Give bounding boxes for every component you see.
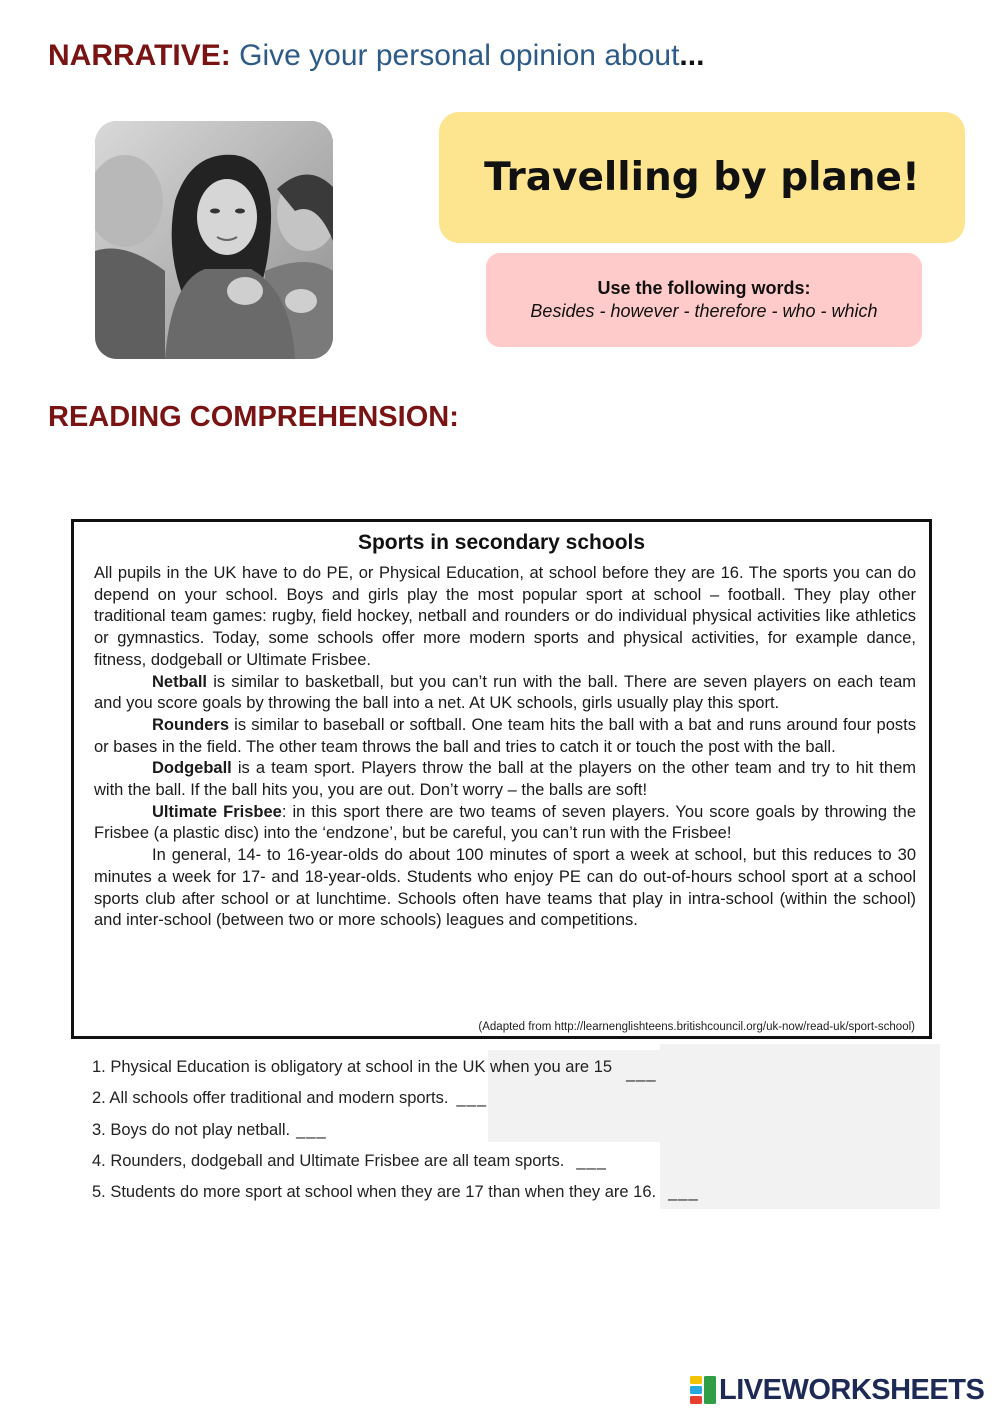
article-paragraph: In general, 14- to 16-year-olds do about 100 minutes of sport a week at school, but this reduces to 30 minutes a week for 17- and 18-year-olds. Students who enjoy PE can do out-of-hours school sport at a school sports club after school or at lunchtime. Schools often have teams that play in intra-school (within the school) and inter-school (between two or more schools) leagues and competitions. bbox=[94, 846, 916, 930]
article-box bbox=[71, 519, 932, 1039]
people-talking-image bbox=[95, 121, 333, 359]
narrative-ellipsis: ... bbox=[679, 39, 705, 72]
question-2 bbox=[92, 1087, 487, 1109]
words-label: Use the following words: bbox=[597, 278, 811, 298]
topic-title: Travelling by plane! bbox=[484, 155, 920, 200]
narrative-prompt: Give your personal opinion about bbox=[230, 39, 680, 72]
answer-blank[interactable]: ___ bbox=[626, 1064, 657, 1082]
answer-blank[interactable]: ___ bbox=[668, 1183, 699, 1201]
reading-comprehension-heading: READING COMPREHENSION: bbox=[48, 401, 459, 433]
discussion-photo bbox=[95, 121, 333, 359]
article-paragraph-frisbee bbox=[94, 802, 916, 845]
article-source: (Adapted from http://learnenglishteens.britishcouncil.org/uk-now/read-uk/sport-school) bbox=[478, 1021, 915, 1033]
answer-area bbox=[660, 1044, 940, 1209]
words-card bbox=[486, 253, 922, 347]
article-text: is a team sport. Players throw the ball at the players on the other team and try to hit them with the ball. If the ball hits you, you are out. Don’t worry – the balls are soft! bbox=[94, 759, 916, 800]
article-text: is similar to basketball, but you can’t run with the ball. There are seven players on each team and you score goals by throwing the ball into a net. At UK schools, girls usually play this sport. bbox=[94, 672, 916, 713]
question-text: 1. Physical Education is obligatory at school in the UK when you are 15 bbox=[92, 1058, 613, 1076]
article-paragraph-dodgeball bbox=[94, 758, 916, 801]
article-text: : in this sport there are two teams of seven players. You score goals by throwing the Frisbee (a plastic disc) into the ‘endzone’, but be careful, you can’t run with the Frisbee! bbox=[94, 802, 916, 843]
liveworksheets-logo[interactable] bbox=[690, 1372, 984, 1408]
narrative-heading bbox=[48, 36, 704, 76]
question-text: 2. All schools offer traditional and modern sports. bbox=[92, 1089, 449, 1107]
answer-blank[interactable]: ___ bbox=[576, 1152, 607, 1170]
article-term: Netball bbox=[152, 672, 208, 691]
article-paragraph: All pupils in the UK have to do PE, or Physical Education, at school before they are 16. The sports you can do depend on your school. Boys and girls play the most popular sport at school – football. They play other traditional team games: rugby, field hockey, netball and rounders or do individual physical activities like athletics or gymnastics. Today, some schools offer more modern sports and physical activities, for example dance, fitness, dodgeball or Ultimate Frisbee. bbox=[94, 564, 916, 669]
logo-text: LIVEWORKSHEETS bbox=[719, 1373, 985, 1406]
question-5 bbox=[92, 1181, 699, 1203]
narrative-label: NARRATIVE: bbox=[48, 39, 231, 72]
article-paragraph-netball bbox=[94, 672, 916, 715]
question-text: 4. Rounders, dodgeball and Ultimate Frisbee are all team sports. bbox=[92, 1152, 565, 1170]
question-4 bbox=[92, 1150, 607, 1172]
topic-card bbox=[439, 112, 965, 243]
question-1 bbox=[92, 1056, 657, 1082]
question-3 bbox=[92, 1119, 327, 1141]
question-text: 5. Students do more sport at school when they are 17 than when they are 16. bbox=[92, 1183, 657, 1201]
article-term: Ultimate Frisbee bbox=[152, 802, 282, 821]
article-body bbox=[94, 563, 916, 932]
liveworksheets-logo-icon bbox=[690, 1376, 716, 1404]
answer-blank[interactable]: ___ bbox=[296, 1121, 327, 1139]
article-term: Dodgeball bbox=[152, 759, 232, 778]
answer-blank[interactable]: ___ bbox=[456, 1089, 488, 1107]
article-title: Sports in secondary schools bbox=[357, 531, 646, 554]
question-text: 3. Boys do not play netball. bbox=[92, 1121, 291, 1139]
article-paragraph-rounders bbox=[94, 715, 916, 758]
article-term: Rounders bbox=[152, 715, 230, 734]
article-text: is similar to baseball or softball. One team hits the ball with a bat and runs around four posts or bases in the field. The other team throws the ball and tries to catch it or touch the post with the ball. bbox=[94, 715, 916, 756]
words-list: Besides - however - therefore - who - which bbox=[530, 301, 878, 321]
